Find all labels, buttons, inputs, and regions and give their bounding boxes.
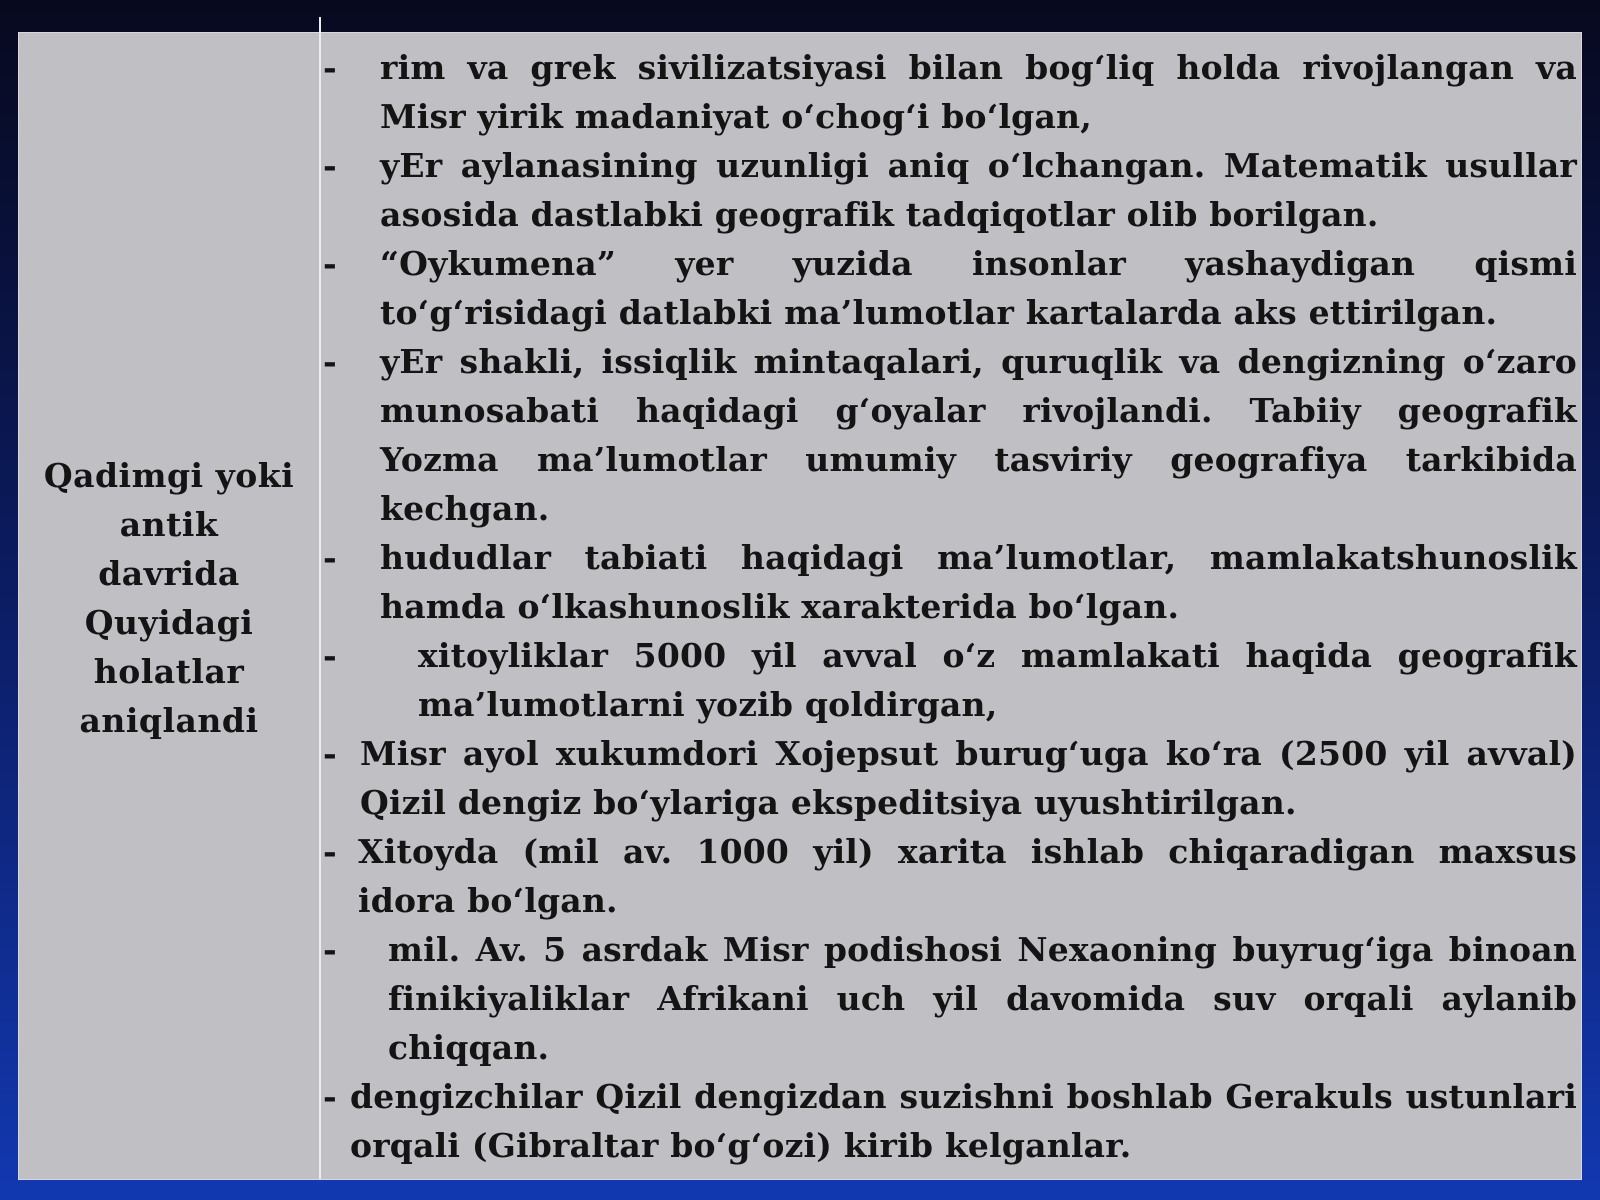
content-table: [18, 32, 1582, 1180]
bullet-dash: -: [323, 48, 337, 87]
bullet-dash: -: [323, 146, 337, 185]
period-heading-line: Qadimgi yoki: [43, 456, 295, 495]
list-item-text: dengizchilar Qizil dengizdan suzishni boshlab Gerakuls ustunlari orqali (Gibraltar bo‘g‘ozi) kirib kelganlar.: [350, 1077, 1577, 1165]
period-heading-line: holatlar: [93, 652, 245, 691]
table-left-cell: [19, 17, 321, 1179]
list-item: [321, 337, 1577, 533]
bullet-dash: -: [323, 734, 337, 773]
list-item: [321, 631, 1577, 729]
list-item: [321, 43, 1577, 141]
bullet-dash: -: [323, 538, 337, 577]
bullet-dash: -: [323, 636, 337, 675]
list-item-text: rim va grek sivilizatsiyasi bilan bog‘liq holda rivojlangan va Misr yirik madaniyat o‘chog‘i bo‘lgan,: [380, 48, 1577, 136]
table-right-cell: [321, 33, 1581, 1179]
list-item: [321, 141, 1577, 239]
bullet-dash: -: [323, 1077, 337, 1116]
list-item-text: Xitoyda (mil av. 1000 yil) xarita ishlab chiqaradigan maxsus idora bo‘lgan.: [358, 832, 1577, 920]
list-item: [321, 239, 1577, 337]
list-item-text: Misr ayol xukumdori Xojepsut burug‘uga ko‘ra (2500 yil avval) Qizil dengiz bo‘ylariga ekspeditsiya uyushtirilgan.: [360, 734, 1577, 822]
period-heading-line: antik: [119, 505, 219, 544]
list-item-text: yEr shakli, issiqlik mintaqalari, quruqlik va dengizning o‘zaro munosabati haqidagi g‘oyalar rivojlandi. Tabiiy geografik Yozma ma’lumotlar umumiy tasviriy geografiya tarkibida kechgan.: [380, 342, 1577, 528]
period-heading-line: davrida: [98, 554, 240, 593]
list-item-text: mil. Av. 5 asrdak Misr podishosi Nexaoning buyrug‘iga binoan finikiyaliklar Afrikani uch yil davomida suv orqali aylanib chiqqan.: [388, 930, 1577, 1067]
period-heading-line: Quyidagi: [84, 603, 254, 642]
period-heading: [44, 451, 294, 745]
bullet-dash: -: [323, 832, 337, 871]
list-item: [321, 729, 1577, 827]
list-item-text: hududlar tabiati haqidagi ma’lumotlar, mamlakatshunoslik hamda o‘lkashunoslik xarakterida bo‘lgan.: [380, 538, 1577, 626]
period-heading-line: aniqlandi: [79, 701, 259, 740]
bullet-dash: -: [323, 342, 337, 381]
list-item: [321, 533, 1577, 631]
list-item-text: yEr aylanasining uzunligi aniq o‘lchangan. Matematik usullar asosida dastlabki geografik tadqiqotlar olib borilgan.: [380, 146, 1577, 234]
list-item-text: xitoyliklar 5000 yil avval o‘z mamlakati haqida geografik ma’lumotlarni yozib qoldirgan,: [418, 636, 1577, 724]
list-item-text: “Oykumena” yer yuzida insonlar yashaydigan qismi to‘g‘risidagi datlabki ma’lumotlar kartalarda aks ettirilgan.: [380, 244, 1577, 332]
bullet-dash: -: [323, 244, 337, 283]
bullet-dash: -: [323, 930, 337, 969]
list-item: [321, 1072, 1577, 1170]
list-item: [321, 925, 1577, 1072]
list-item: [321, 827, 1577, 925]
